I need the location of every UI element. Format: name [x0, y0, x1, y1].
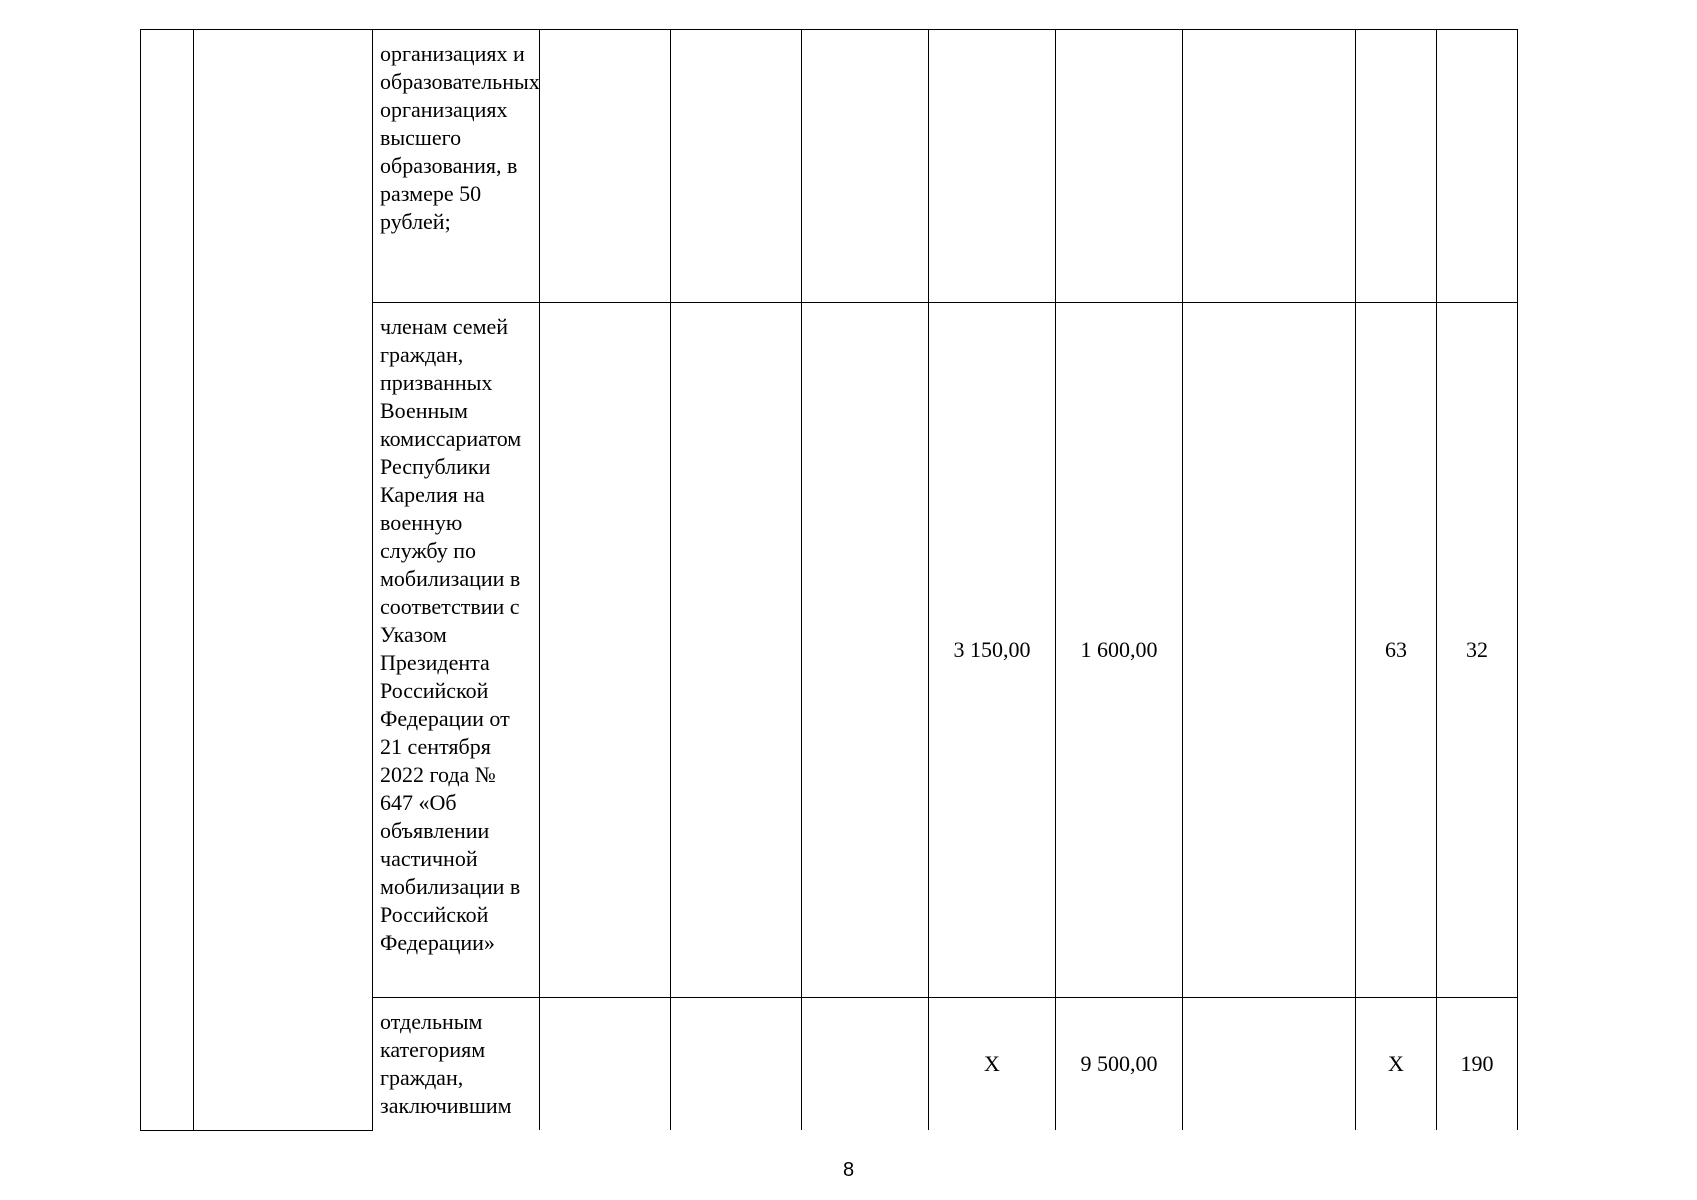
table-cell: [540, 30, 671, 303]
table-cell: [1183, 303, 1356, 998]
count-cell: [1437, 30, 1518, 303]
table-cell: [540, 303, 671, 998]
category-text-cell: членам семей граждан, призванных Военным комиссариатом Республики Карелия на военную службу по мобилизации в соответствии с Указом Президента Российской Федерации от 21 сентября 2022 года № 647 «Об объявлении частичной мобилизации в Российской Федерации»: [373, 303, 540, 998]
category-text-cell: отдельным категориям граждан, заключившим: [373, 998, 540, 1131]
amount-cell: [1056, 30, 1183, 303]
count-cell: Х: [1356, 998, 1437, 1131]
table-cell-name: [194, 30, 373, 1131]
count-cell: [1356, 30, 1437, 303]
table-cell: [802, 998, 929, 1131]
amount-cell: 3 150,00: [929, 303, 1056, 998]
amount-cell: 1 600,00: [1056, 303, 1183, 998]
category-text-cell: организациях и образовательных организациях высшего образования, в размере 50 рублей;: [373, 30, 540, 303]
table-cell-index: [141, 30, 194, 1131]
page-number: 8: [842, 1159, 855, 1181]
count-cell: 32: [1437, 303, 1518, 998]
count-cell: 190: [1437, 998, 1518, 1131]
data-table: [140, 29, 1518, 1131]
table-cell: [802, 30, 929, 303]
table-cell: [802, 303, 929, 998]
amount-cell: Х: [929, 998, 1056, 1131]
table-cell: [671, 303, 802, 998]
table-cell: [1183, 998, 1356, 1131]
table-cell: [671, 30, 802, 303]
table-row: [141, 30, 1518, 303]
table-cell: [540, 998, 671, 1131]
amount-cell: [929, 30, 1056, 303]
table-cell: [1183, 30, 1356, 303]
count-cell: 63: [1356, 303, 1437, 998]
amount-cell: 9 500,00: [1056, 998, 1183, 1131]
table-cell: [671, 998, 802, 1131]
